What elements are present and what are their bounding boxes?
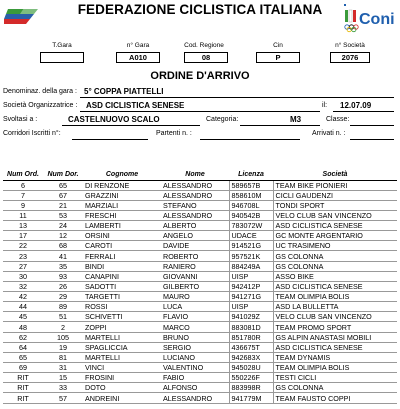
col-cognome: Cognome [83,170,161,180]
corridori-label: Corridori Iscritti n°: [3,130,61,137]
table-cell: BRUNO [161,332,229,342]
table-cell: 941779M [229,393,273,403]
categoria-label: Categoria: [206,116,239,123]
table-cell: TARGETTI [83,292,161,302]
table-cell: SPAGLICCIA [83,342,161,352]
table-cell: 550226F [229,373,273,383]
table-row [3,231,397,241]
table-cell: SERGIO [161,342,229,352]
results-table [3,170,397,404]
table-cell: ALESSANDRO [161,393,229,403]
table-cell: CICLI GAUDENZI [273,190,397,200]
col-licenza: Licenza [229,170,273,180]
table-cell: UC TRASIMENO [273,241,397,251]
table-cell: RIT [3,383,43,393]
table-cell: TESTI CICLI [273,373,397,383]
table-cell: 884249A [229,261,273,271]
table-cell: ASD LA BULLETTA [273,302,397,312]
document-title: ORDINE D'ARRIVO [150,70,250,82]
table-cell: TEAM PROMO SPORT [273,322,397,332]
table-cell: DAVIDE [161,241,229,251]
table-row [3,363,397,373]
partenti-underline [200,139,300,140]
table-row [3,302,397,312]
table-cell: ALESSANDRO [161,210,229,220]
table-cell: 946708L [229,200,273,210]
table-row [3,241,397,251]
page-title: FEDERAZIONE CICLISTICA ITALIANA [77,2,323,17]
table-cell: SADOTTI [83,281,161,291]
table-cell: 941271G [229,292,273,302]
table-row [3,342,397,352]
table-cell: ANDREINI [83,393,161,403]
table-cell: 851780R [229,332,273,342]
coni-logo [342,2,398,36]
table-cell: FERRALI [83,251,161,261]
il-label: il: [322,102,328,109]
table-cell: 9 [3,200,43,210]
table-cell: 589657B [229,180,273,190]
col-num-dor: Num Dor. [43,170,83,180]
table-cell: ROBERTO [161,251,229,261]
table-row [3,210,397,220]
table-cell: 89 [43,302,83,312]
table-cell: 945028U [229,363,273,373]
table-cell: BINDI [83,261,161,271]
table-cell: 940542B [229,210,273,220]
table-cell: 436675T [229,342,273,352]
table-cell: GS ALPIN ANASTASI MOBILI [273,332,397,342]
il-underline [333,111,394,112]
table-cell: 62 [3,332,43,342]
table-cell: 69 [3,363,43,373]
gara-underline [80,97,394,98]
arrivati-underline [350,139,394,140]
svolta-label: Svoltasi a : [3,116,38,123]
table-cell: 12 [43,231,83,241]
table-cell: ASSO BIKE [273,271,397,281]
table-cell: 914521G [229,241,273,251]
table-cell: VELO CLUB SAN VINCENZO [273,312,397,322]
table-cell: TEAM OLIMPIA BOLIS [273,292,397,302]
table-row [3,292,397,302]
table-cell: MARTELLI [83,352,161,362]
table-row [3,281,397,291]
svolta-value: CASTELNUOVO SCALO [68,115,160,124]
table-cell: ZOPPI [83,322,161,332]
table-cell: 957521K [229,251,273,261]
table-cell: LUCA [161,302,229,312]
table-cell: 22 [3,241,43,251]
table-cell: FROSINI [83,373,161,383]
table-cell: 26 [43,281,83,291]
table-cell: 42 [3,292,43,302]
table-cell: 32 [3,281,43,291]
partenti-label: Partenti n. : [156,130,192,137]
table-cell: ALESSANDRO [161,190,229,200]
table-cell: ALESSANDRO [161,180,229,190]
t-gara-label: T.Gara [52,42,72,49]
societa-label: Società Organizzatrice : [3,102,78,109]
table-cell: TEAM FAUSTO COPPI [273,393,397,403]
societa-value: ASD CICLISTICA SENESE [86,101,185,110]
table-cell: 21 [43,200,83,210]
table-cell: 27 [3,261,43,271]
table-cell: 24 [43,221,83,231]
table-cell: 19 [43,342,83,352]
n-gara-label: n° Gara [126,42,150,49]
table-cell: 883081D [229,322,273,332]
societa-underline [80,111,320,112]
table-cell: 29 [43,292,83,302]
table-cell: DOTO [83,383,161,393]
col-nome: Nome [161,170,229,180]
table-cell: 883998R [229,383,273,393]
table-cell: SCHIVETTI [83,312,161,322]
table-cell: UISP [229,271,273,281]
table-cell: ALBERTO [161,221,229,231]
table-cell: CANAPINI [83,271,161,281]
table-cell: GS COLONNA [273,383,397,393]
table-cell: RIT [3,393,43,403]
table-cell: 23 [3,251,43,261]
table-cell: 105 [43,332,83,342]
gara-value: 5° COPPA PIATTELLI [84,87,164,96]
table-cell: 6 [3,180,43,190]
table-row [3,180,397,190]
table-cell: 11 [3,210,43,220]
table-cell: 48 [3,322,43,332]
table-cell: VINCI [83,363,161,373]
table-cell: 44 [3,302,43,312]
table-cell: GIOVANNI [161,271,229,281]
table-cell: TONDI SPORT [273,200,397,210]
table-cell: 858610M [229,190,273,200]
table-row [3,322,397,332]
table-cell: 81 [43,352,83,362]
table-cell: MARCO [161,322,229,332]
col-societa: Società [273,170,397,180]
table-row [3,383,397,393]
table-cell: 93 [43,271,83,281]
table-header-row [3,170,397,180]
table-cell: VALENTINO [161,363,229,373]
table-cell: FRESCHI [83,210,161,220]
table-row [3,332,397,342]
categoria-value: M3 [290,115,302,124]
table-cell: 7 [3,190,43,200]
table-cell: TEAM BIKE PIONIERI [273,180,397,190]
classe-label: Classe: [326,116,350,123]
cin-label: Cin [273,42,283,49]
table-cell: 30 [3,271,43,281]
table-cell: ASD CICLISTICA SENESE [273,221,397,231]
gara-label: Denominaz. della gara : [3,88,77,95]
coni-logo-text: Coni [359,11,395,28]
cin-field[interactable]: P [256,52,300,63]
table-cell: RIT [3,373,43,383]
table-cell: TEAM OLIMPIA BOLIS [273,363,397,373]
table-cell: TEAM DYNAMIS [273,352,397,362]
table-cell: 45 [3,312,43,322]
t-gara-field[interactable] [40,52,84,63]
table-cell: STEFANO [161,200,229,210]
arrivati-label: Arrivati n. : [312,130,346,137]
table-row [3,393,397,403]
table-cell: 942412P [229,281,273,291]
table-cell: ANGELO [161,231,229,241]
table-cell: 57 [43,393,83,403]
table-cell: 33 [43,383,83,393]
table-cell: RANIERO [161,261,229,271]
n-societa-label: n° Società [335,42,365,49]
table-cell: 942683X [229,352,273,362]
table-row [3,221,397,231]
table-cell: 15 [43,373,83,383]
n-societa-field[interactable]: 2076 [330,52,370,63]
table-cell: MAURO [161,292,229,302]
table-cell: FABIO [161,373,229,383]
table-cell: 35 [43,261,83,271]
table-cell: 2 [43,322,83,332]
table-cell: GC MONTE ARGENTARIO [273,231,397,241]
table-row [3,352,397,362]
n-gara-field[interactable]: A010 [116,52,160,63]
table-cell: GILBERTO [161,281,229,291]
table-row [3,373,397,383]
table-row [3,190,397,200]
table-cell: 53 [43,210,83,220]
table-cell: 64 [3,342,43,352]
corridori-underline [72,139,148,140]
table-cell: VELO CLUB SAN VINCENZO [273,210,397,220]
table-cell: ORSINI [83,231,161,241]
table-cell: 67 [43,190,83,200]
table-cell: ASD CICLISTICA SENESE [273,342,397,352]
table-cell: ROSSI [83,302,161,312]
classe-underline [350,125,394,126]
table-cell: ASD CICLISTICA SENESE [273,281,397,291]
table-cell: UISP [229,302,273,312]
table-row [3,251,397,261]
table-cell: LUCIANO [161,352,229,362]
svolta-underline [62,125,200,126]
table-cell: LAMBERTI [83,221,161,231]
table-row [3,200,397,210]
table-cell: UDACE [229,231,273,241]
table-cell: CAROTI [83,241,161,251]
table-row [3,312,397,322]
table-cell: MARTELLI [83,332,161,342]
table-cell: GRAZZINI [83,190,161,200]
table-cell: GS COLONNA [273,261,397,271]
table-cell: MARZIALI [83,200,161,210]
table-row [3,261,397,271]
table-cell: 65 [3,352,43,362]
table-cell: 13 [3,221,43,231]
table-cell: GS COLONNA [273,251,397,261]
table-cell: 41 [43,251,83,261]
table-cell: 31 [43,363,83,373]
table-cell: 65 [43,180,83,190]
table-cell: 51 [43,312,83,322]
col-num-ord: Num Ord. [3,170,43,180]
table-cell: 17 [3,231,43,241]
table-row [3,271,397,281]
cod-regione-label: Cod. Regione [184,42,224,49]
table-cell: 68 [43,241,83,251]
table-cell: 783072W [229,221,273,231]
table-cell: FLAVIO [161,312,229,322]
table-cell: 941029Z [229,312,273,322]
table-cell: ALFONSO [161,383,229,393]
cod-regione-field[interactable]: 08 [184,52,228,63]
il-value: 12.07.09 [340,101,372,110]
categoria-underline [240,125,320,126]
table-cell: DI RENZONE [83,180,161,190]
